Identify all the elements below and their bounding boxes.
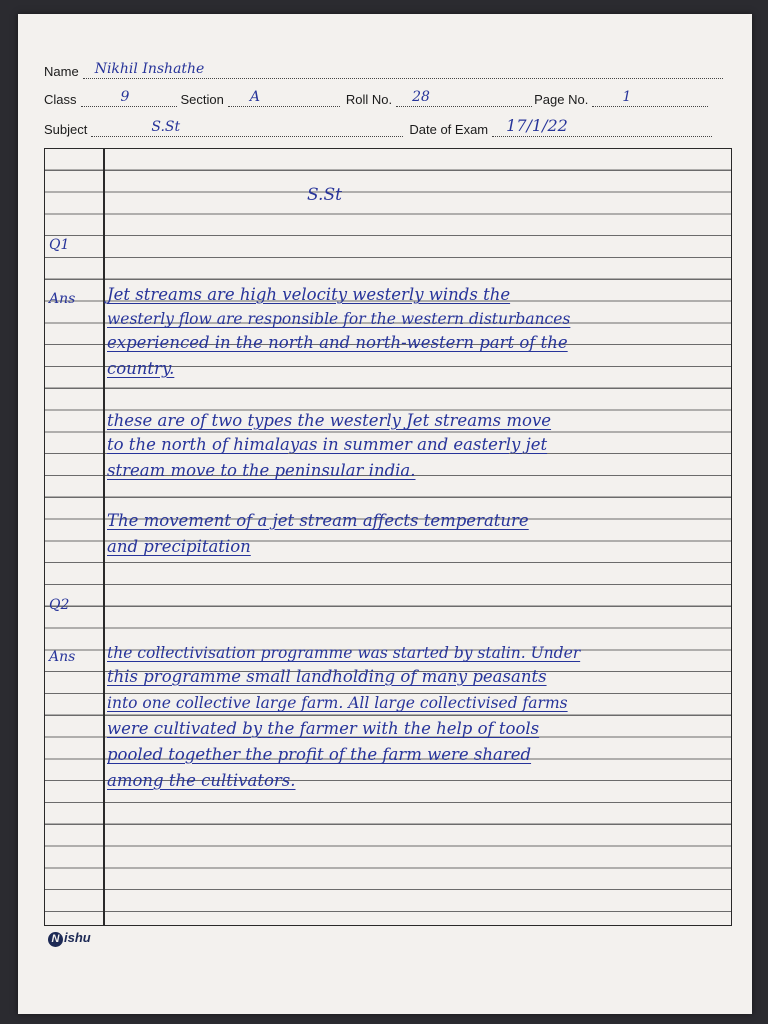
date-label: Date of Exam: [409, 122, 489, 137]
answer-1-line: The movement of a jet stream affects temperature: [107, 511, 529, 530]
section-label: Section: [180, 92, 224, 107]
brand-letter-n: N: [48, 932, 63, 947]
subject-line: [91, 119, 403, 137]
page-line: [592, 89, 708, 107]
brand-text: ishu: [64, 930, 91, 945]
nishu-brand-logo: [48, 930, 91, 947]
answer-2-line: into one collective large farm. All large collectivised farms: [107, 694, 568, 712]
class-row: [44, 89, 708, 107]
answer-2-line: among the cultivators.: [107, 771, 296, 790]
answer-1-line: country.: [107, 359, 175, 378]
date-line: [492, 116, 712, 137]
section-line: [228, 89, 340, 107]
section-value: A: [249, 89, 261, 105]
answer-1-line: westerly flow are responsible for the western disturbances: [107, 310, 571, 328]
answer-1-line: these are of two types the westerly Jet streams move: [107, 411, 552, 430]
name-value: Nikhil Inshathe: [94, 61, 205, 77]
date-value: 17/1/22: [506, 116, 568, 135]
subject-row: [44, 116, 712, 137]
answer-sheet: [18, 14, 752, 1014]
answer-1-line: experienced in the north and north-western part of the: [107, 333, 568, 352]
answer-1-line: stream move to the peninsular india.: [107, 461, 416, 480]
margin-line: [103, 149, 105, 925]
answer-2-label: Ans: [49, 649, 76, 665]
roll-value: 28: [412, 89, 430, 105]
question-1-label: Q1: [49, 237, 70, 253]
page-value: 1: [622, 89, 632, 105]
answer-1-line: Jet streams are high velocity westerly winds the: [107, 285, 511, 304]
roll-label: Roll No.: [345, 92, 393, 107]
ruled-grid: [44, 148, 732, 926]
answer-1-label: Ans: [49, 291, 76, 307]
question-2-label: Q2: [49, 597, 70, 613]
sheet-title: S.St: [307, 185, 342, 205]
answer-2-line: pooled together the profit of the farm were shared: [107, 745, 532, 764]
class-label: Class: [44, 92, 77, 107]
name-row: [44, 61, 723, 79]
roll-line: [396, 89, 532, 107]
subject-value: S.St: [151, 119, 181, 135]
answer-2-line: this programme small landholding of many peasants: [107, 667, 547, 686]
answer-1-line: and precipitation: [107, 537, 251, 556]
answer-1-line: to the north of himalayas in summer and easterly jet: [107, 435, 548, 454]
name-label: Name: [44, 64, 79, 79]
answer-2-line: the collectivisation programme was started by stalin. Under: [107, 644, 581, 662]
class-value: 9: [120, 89, 130, 105]
subject-label: Subject: [44, 122, 88, 137]
answer-2-line: were cultivated by the farmer with the help of tools: [107, 719, 540, 738]
name-line: [83, 61, 723, 79]
class-line: [81, 89, 177, 107]
page-label: Page No.: [534, 92, 589, 107]
